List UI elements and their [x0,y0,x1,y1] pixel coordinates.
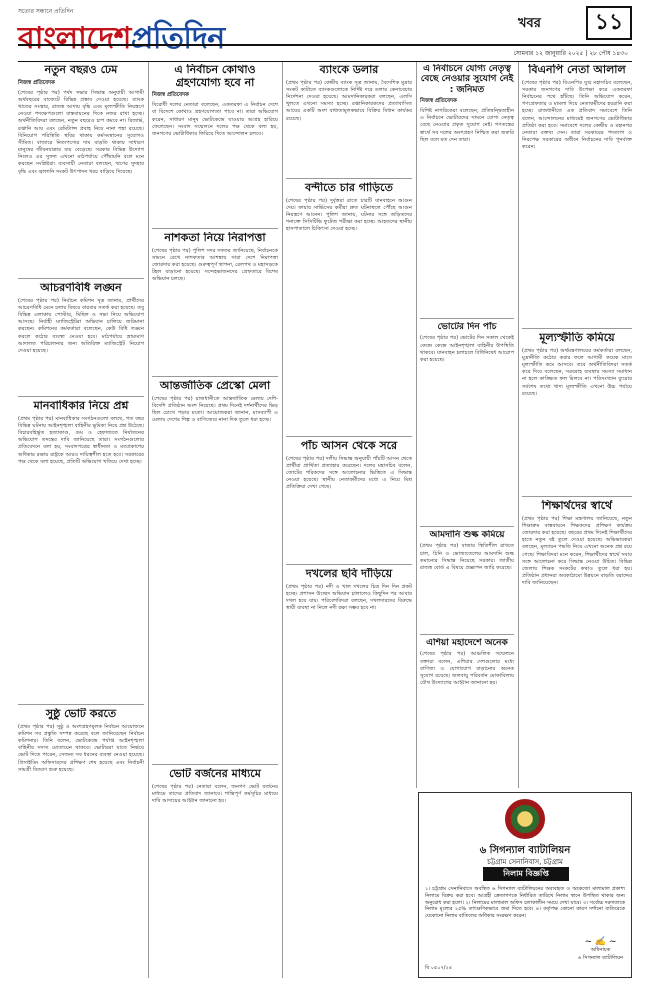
ad-banner: নিলাম বিজ্ঞপ্তি [483,867,569,881]
column-rule [518,62,519,788]
article [286,440,412,560]
article-body: (শেষের পৃষ্ঠার পর) নির্বাচন কমিশন সূত্র জানায়, প্রার্থীদের আচরণবিধি মেনে চলার বিষয়ে বারবার সতর্ক করা হয়েছে। তবু বিভিন্ন এলাকায় পোস্টার, মিছিল ও সভা নিয়ে অভিযোগ আসছে। নির্বাহী ম্যাজিস্ট্রেটরা অভিযান চালিয়ে জরিমানা করছেন। কমিশনের কর্মকর্তারা বলেছেন, কেউ বিধি লঙ্ঘন করলে কঠোর ব্যবস্থা নেওয়া হবে। মাঠপর্যায়ে ভ্রাম্যমাণ আদালত পরিচালনার জন্য অতিরিক্ত ম্যাজিস্ট্রেট নিয়োগ দেওয়া হয়েছে। [18,297,144,354]
logo-part-2: প্রতিদিন [130,21,225,56]
divider [18,704,144,705]
auction-notice-ad[interactable] [418,792,632,978]
article [152,380,278,760]
article-body: বিশিষ্ট নাগরিকেরা বলেছেন, প্রতিদ্বন্দ্বিতাহীন এ নির্বাচনে ভোটারদের সামনে যোগ্য নেতৃত্ব বেছে নেওয়ার প্রকৃত সুযোগ নেই। গণতন্ত্রের স্বার্থে সব দলের অংশগ্রহণ নিশ্চিত করা জরুরি ছিল বলে মত দেন তারা। [420,108,514,143]
article-body: (প্রথম পৃষ্ঠার পর) নদী ও খাল দখলের চিত্র দিন দিন প্রকট হচ্ছে। প্রশাসন উচ্ছেদ অভিযান চালালেও কিছুদিন পর আবার দখল হয়ে যায়। পরিবেশবিদরা বলছেন, দখলদারদের বিরুদ্ধে স্থায়ী ব্যবস্থা না নিলে নদী রক্ষা সম্ভব হবে না। [286,583,412,612]
divider [286,178,412,179]
article-headline[interactable]: ভোট বর্জনের মাধ্যমে [169,768,261,780]
article-headline[interactable]: ভোটের দিন পাঁচ [437,322,497,332]
article-body: (প্রথম পৃষ্ঠার পর) বাজার স্থিতিশীল রাখতে চাল, চিনি ও ভোজ্যতেলের আমদানি শুল্ক কমানোর সিদ্ধান্ত নিয়েছে সরকার। জাতীয় রাজস্ব বোর্ড এ বিষয়ে প্রজ্ঞাপন জারি করেছে। [420,543,514,571]
logo-part-1: বাংলাদেশ [18,21,131,56]
ad-reference: বি ০৫০৭/২৪ [425,965,452,971]
article-body: বিরোধী দলের নেতারা বলেছেন, একতরফা এ নির্বাচন দেশে বা বিদেশে কোথাও গ্রহণযোগ্যতা পাবে না। তারা অভিযোগ করেন, সাধারণ মানুষ ভোটকেন্দ্রে যাওয়ার আগ্রহ হারিয়ে ফেলেছেন। সংবাদ সম্মেলনে দলের পক্ষ থেকে বলা হয়, জনগণের ভোটাধিকার ফিরিয়ে দিতে আন্দোলন চলবে। [152,102,278,137]
article-body: (প্রথম পৃষ্ঠার পর) অর্থমন্ত্রণালয়ের কর্মকর্তারা বলছেন, মুদ্রানীতি কঠোর করার ফলে আগামী কয়েক মাসে মূল্যস্ফীতি কমে আসবে। তবে অর্থনীতিবিদরা সতর্ক করে দিয়ে বলেছেন, সরবরাহ ব্যবস্থার সমস্যা সমাধান না হলে কাঙ্ক্ষিত ফল মিলবে না। পরিসংখ্যান ব্যুরোর সর্বশেষ তথ্যে খাদ্য মূল্যস্ফীতি এখনো উচ্চ পর্যায়ে রয়েছে। [522,347,632,397]
article-body: (শেষের পৃষ্ঠার পর) ভোটের দিন সকাল থেকেই কেন্দ্রে কেন্দ্রে আইনশৃঙ্খলা বাহিনীর উপস্থিতি থাকবে। যানবাহন চলাচলে বিধিনিষেধ আরোপ করা হয়েছে। [420,335,514,363]
article [522,500,632,788]
article-headline[interactable]: দখলের ছবি দাঁড়িয়ে [305,568,393,580]
page-number: ১১ [586,6,632,40]
article-headline[interactable]: ব্যাংকে ডলার [319,64,379,76]
article-byline: নিজস্ব প্রতিবেদক [152,92,189,99]
article-headline[interactable]: মানবাধিকার নিয়ে প্রশ্ন [33,400,129,412]
article-headline[interactable]: নাশকতা নিয়ে নিরাপত্তা [164,232,266,244]
article-body: (শেষের পৃষ্ঠার পর) বিএনপির যুগ্ম মহাসচিব বলেছেন, সরকার জনগণের দাবি উপেক্ষা করে একতরফা নির্বাচনের পথে হাঁটছে। তিনি অভিযোগ করেন, গণগ্রেফতার ও মামলা দিয়ে নেতাকর্মীদের হয়রানি করা হচ্ছে। রাজধানীতে এক প্রতিবাদ সমাবেশে তিনি বলেন, আন্দোলনের মাধ্যমেই জনগণের ভোটাধিকার প্রতিষ্ঠা করা হবে। সমাবেশে দলের কেন্দ্রীয় ও মহানগর নেতারা বক্তব্য দেন। তারা সরকারের পদত্যাগ ও নিরপেক্ষ সরকারের অধীনে নির্বাচনের দাবি পুনর্ব্যক্ত করেন। [522,79,632,151]
article-body: (শেষের পৃষ্ঠার পর) নেতারা বলেন, জনগণ ভোট বর্জনের মাধ্যমে তাদের প্রতিবাদ জানাবে। শান্তিপূর্ণ কর্মসূচির মাধ্যমে দাবি আদায়ের আহ্বান জানানো হয়। [152,783,278,804]
article-headline[interactable]: বিএনপি নেতা আলাল [528,64,626,76]
article-headline[interactable]: আচরণবিধি লঙ্ঘন [40,282,122,294]
divider [420,318,514,319]
section-name: খবর [518,16,541,31]
article-body: (শেষের পৃষ্ঠার পর) দুর্বৃত্তরা রাতে চারটি যানবাহনে আগুন দেয়। ফায়ার সার্ভিসের কর্মীরা দ্রুত ঘটনাস্থলে পৌঁছে আগুন নিয়ন্ত্রণে আনেন। পুলিশ জানায়, ঘটনার সঙ্গে জড়িতদের শনাক্তে সিসিটিভি ফুটেজ পরীক্ষা করা হচ্ছে। আহতদের স্থানীয় হাসপাতালে চিকিৎসা দেওয়া হচ্ছে। [286,197,412,233]
ad-body: ১। চট্টগ্রাম সেনানিবাসে অবস্থিত ৬ সিগন্যাল ব্যাটালিয়নের অব্যবহৃত ও অকেজো মালামাল প্রকাশ্য নিলামে বিক্রয় করা হবে। আগ্রহী ক্রেতাগণকে নির্ধারিত তারিখে নিলাম স্থানে উপস্থিত থাকার জন্য অনুরোধ করা হলো। ২। নিলামের মালামাল অফিস চলাকালীন সময়ে দেখা যাবে। ৩। সর্বোচ্চ দরদাতাকে নিলাম মূল্যের ২৫% তাৎক্ষণিকভাবে জমা দিতে হবে। ৪। কর্তৃপক্ষ কোনো কারণ দর্শানো ব্যতিরেকে যেকোনো নিলাম বাতিলের অধিকার সংরক্ষণ করেন। [425,886,625,919]
article-body: (প্রথম পৃষ্ঠার পর) শিক্ষা মন্ত্রণালয় জানিয়েছে, নতুন শিক্ষাক্রম বাস্তবায়নে শিক্ষকদের প্রশিক্ষণ কার্যক্রম জোরদার করা হয়েছে। বছরের প্রথম দিনেই শিক্ষার্থীদের হাতে নতুন বই তুলে দেওয়া হয়েছে। অভিভাবকরা বলছেন, মূল্যায়ন পদ্ধতি নিয়ে এখনো অনেক প্রশ্ন রয়ে গেছে। শিক্ষাবিদরা মনে করেন, শিক্ষার্থীদের স্বার্থে সবার সঙ্গে আলোচনা করে সিদ্ধান্ত নেওয়া উচিত। বিভিন্ন জেলায় শিক্ষক সংকটের কথাও তুলে ধরা হয়। প্রতিষ্ঠান প্রধানরা অবকাঠামো উন্নয়নে বাড়তি বরাদ্দের দাবি জানিয়েছেন। [522,515,632,587]
divider [152,376,278,377]
article-headline[interactable]: মূল্যস্ফীতি কমিয়ে [539,332,615,344]
article-body: (শেষের পৃষ্ঠার পর) আঞ্চলিক সম্মেলনে বক্তারা বলেন, এশিয়ার দেশগুলোর মধ্যে বাণিজ্য ও যোগাযোগ বাড়ানোর অনেক সুযোগ রয়েছে। জলবায়ু পরিবর্তন মোকাবিলায় যৌথ উদ্যোগের আহ্বান জানানো হয়। [420,651,514,687]
article-headline[interactable]: এশিয়া মহাদেশে অনেক [426,638,508,648]
article [420,530,514,630]
article [152,232,278,372]
divider [152,228,278,229]
signature-icon: ~ ✍ ~ [584,937,617,947]
article [18,64,144,274]
divider [286,436,412,437]
article-headline[interactable]: বন্দীতে চার গাড়িতে [305,182,393,194]
article-body: (শেষের পৃষ্ঠার পর) পুলিশ সদর দফতর জানিয়েছে, নির্বাচনকে সামনে রেখে নাশকতার আশঙ্কায় সারা দেশে নিরাপত্তা জোরদার করা হয়েছে। গুরুত্বপূর্ণ স্থাপনা, রেলপথ ও মহাসড়কে টহল বাড়ানো হয়েছে। সন্দেহভাজনদের গ্রেফতারে বিশেষ অভিযান চলছে। [152,247,278,283]
divider [420,634,514,635]
ad-sign-unit: ৬ সিগন্যাল ব্যাটালিয়ন [578,955,623,961]
article-body: (শেষের পৃষ্ঠার পর) পর্ষদ সভার সিদ্ধান্ত অনুযায়ী আগামী অর্থবছরের বাজেটে বিভিন্ন প্রস্তাব দেওয়া হয়েছে। ব্যাংক খাতের সংস্কার, রাজস্ব আদায় বৃদ্ধি এবং মূল্যস্ফীতি নিয়ন্ত্রণে নেওয়া পদক্ষেপগুলো বাস্তবায়নের দিকে নজর রাখা হচ্ছে। অর্থনীতিবিদরা বলছেন, নতুন বছরেও চাপ কমবে না। রিজার্ভ, রপ্তানি আয় এবং রেমিট্যান্স প্রবাহ নিয়ে নানা শঙ্কা রয়েছে। বিনিয়োগ পরিস্থিতি স্থবির থাকায় কর্মসংস্থানের সুযোগও সীমিত। বাজারে নিত্যপণ্যের দাম বাড়তি থাকায় সাধারণ মানুষের জীবনযাত্রার ব্যয় বেড়েছে। সরকার বিভিন্ন উদ্যোগ নিলেও এর সুফল এখনো মাঠপর্যায়ে পৌঁছায়নি বলে মনে করছেন সংশ্লিষ্টরা। ব্যবসায়ী নেতারা বলছেন, ঋণের সুদহার বৃদ্ধি এবং জ্বালানি সংকট উৎপাদন খরচ বাড়িয়ে দিয়েছে। [18,89,144,175]
ad-title: ৬ সিগন্যাল ব্যাটালিয়ন [479,845,571,856]
ad-subtitle: চট্টগ্রাম সেনানিবাস, চট্টগ্রাম [487,858,563,866]
divider [18,278,144,279]
article-headline[interactable]: পাঁচ আসন থেকে সরে [300,440,398,452]
article [420,322,514,522]
article-body: (শেষের পৃষ্ঠার পর) রাজধানীতে আন্তর্জাতিক মেলায় দেশি-বিদেশি প্রতিষ্ঠান অংশ নিয়েছে। প্রথম দিনেই দর্শনার্থীদের ভিড় ছিল চোখে পড়ার মতো। আয়োজকরা জানান, মাসব্যাপী এ মেলায় দেশের শিল্প ও বাণিজ্যের নানা দিক তুলে ধরা হচ্ছে। [152,395,278,424]
article-body: (প্রথম পৃষ্ঠার পর) মানবাধিকার সংগঠনগুলো বলছে, গত বছর বিভিন্ন ঘটনায় আইনশৃঙ্খলা বাহিনীর ভূমিকা নিয়ে প্রশ্ন উঠেছে। বিচারবহির্ভূত হত্যাকাণ্ড, গুম ও হেফাজতে নির্যাতনের অভিযোগ তদন্তের দাবি জানিয়েছে তারা। সংগঠনগুলোর প্রতিবেদনে বলা হয়, সংবাদপত্রের স্বাধীনতা ও মতপ্রকাশের অধিকার রক্ষায় রাষ্ট্রকে আরও দায়িত্বশীল হতে হবে। সরকারের পক্ষ থেকে বলা হয়েছে, প্রতিটি অভিযোগ খতিয়ে দেখা হচ্ছে। [18,415,144,465]
article-body: (প্রথম পৃষ্ঠার পর) সুষ্ঠু ও অংশগ্রহণমূলক নির্বাচন আয়োজনে কমিশন সব প্রস্তুতি সম্পন্ন করেছে বলে জানিয়েছেন নির্বাচন কমিশনার। তিনি বলেন, ভোটকেন্দ্রে পর্যাপ্ত আইনশৃঙ্খলা বাহিনীর সদস্য মোতায়েন থাকবে। ভোটাররা যাতে নির্ভয়ে ভোট দিতে পারেন, সেজন্য সব ধরনের ব্যবস্থা নেওয়া হয়েছে। প্রিসাইডিং অফিসারদের প্রশিক্ষণ শেষ হয়েছে এবং নির্বাচনী সামগ্রী বিতরণ শুরু হয়েছে। [18,723,144,773]
article-byline: নিজস্ব প্রতিবেদক [18,79,55,86]
article-headline[interactable]: এ নির্বাচন কোথাও গ্রহণযোগ্য হবে না [174,64,256,89]
article [152,768,278,978]
article-body: (প্রথম পৃষ্ঠার পর) কেন্দ্রীয় ব্যাংক সূত্র জানায়, বৈদেশিক মুদ্রার সংকট কাটাতে ব্যাংকগুলোকে নির্দিষ্ট দরে ডলার কেনাবেচার নির্দেশনা দেওয়া হয়েছে। আমদানিকারকরা বলছেন, এলসি খুলতে এখনো সমস্যা হচ্ছে। রপ্তানিকারকদের প্রত্যাবাসিত আয়ের একটি অংশ বাধ্যতামূলকভাবে বিক্রির বিধান কার্যকর রয়েছে। [286,79,412,122]
divider [522,496,632,497]
article [18,400,144,700]
article [420,638,514,788]
article-body: (শেষের পৃষ্ঠার পর) দলীয় সিদ্ধান্ত অনুযায়ী পাঁচটি আসন থেকে প্রার্থীরা প্রার্থিতা প্রত্যাহার করেছেন। দলের মহাসচিব বলেন, জোটের শরিকদের সঙ্গে আলোচনার ভিত্তিতে এ সিদ্ধান্ত নেওয়া হয়েছে। স্থানীয় নেতাকর্মীদের মধ্যে এ নিয়ে মিশ্র প্রতিক্রিয়া দেখা গেছে। [286,455,412,491]
article [286,64,412,174]
divider [18,396,144,397]
article-headline[interactable]: আমদানি শুল্ক কমিয়ে [429,530,505,540]
ad-sign-name: অধিনায়ক [590,947,611,953]
army-emblem-icon [505,799,545,839]
column-rule [148,62,149,978]
dateline: সোমবার ১২ জানুয়ারি ২০২৫ | ২৮ পৌষ ১৪৩০ [18,44,632,62]
article [18,708,144,978]
tagline: সত্যের সন্ধানে প্রতিদিন [18,8,74,15]
article [522,332,632,492]
article-headline[interactable]: সুষ্ঠু ভোট করতে [45,708,117,720]
article [152,64,278,224]
article [420,64,514,314]
column-rule [282,62,283,978]
divider [420,526,514,527]
article [522,64,632,324]
article-byline: নিজস্ব প্রতিবেদক [420,98,457,105]
article [18,282,144,392]
divider [522,328,632,329]
divider [286,564,412,565]
divider [152,764,278,765]
article [286,182,412,432]
article [286,568,412,978]
article-headline[interactable]: নতুন বছরও ঢেম [44,64,118,76]
column-rule [416,62,417,788]
article-headline[interactable]: শিক্ষার্থদের স্বার্থে [541,500,613,512]
article-headline[interactable]: এ নির্বাচনে যোগ্য নেতৃত্ব বেছে নেওয়ার সুযোগ নেই : জনিমত [420,64,514,95]
masthead [18,6,632,58]
article-headline[interactable]: আন্তর্জাতিক প্রেস্কো মেলা [159,380,271,392]
ad-signature [578,937,623,963]
